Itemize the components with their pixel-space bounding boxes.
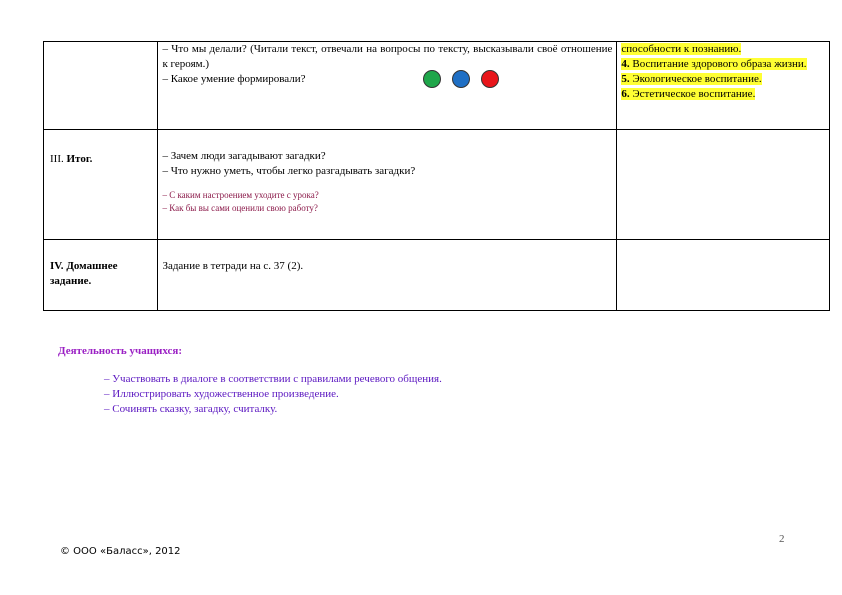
reflection-question: – С каким настроением уходите с урока? <box>162 190 319 200</box>
reflection-question: – Как бы вы сами оценили свою работу? <box>162 203 318 213</box>
question-text: – Зачем люди загадывают загадки? <box>162 150 326 162</box>
homework-text: Задание в тетради на с. 37 (2). <box>162 260 304 272</box>
aim-item: способности к познанию. <box>621 43 742 55</box>
red-dot-icon <box>481 70 499 88</box>
activity-list <box>104 372 442 417</box>
page-number: 2 <box>779 533 785 545</box>
question-text: – Что нужно уметь, чтобы легко разгадывать загадки? <box>162 165 416 177</box>
aims-cell <box>617 42 830 130</box>
stage-cell <box>44 42 158 130</box>
copyright-footer: © ООО «Баласс», 2012 <box>60 546 181 557</box>
aims-cell <box>617 130 830 240</box>
table-row <box>44 130 830 240</box>
aim-item: 4. Воспитание здорового образа жизни. <box>621 58 807 70</box>
question-text: – Что мы делали? (Читали текст, отвечали на вопросы по тексту, высказывали своё отношение к героям.) <box>162 43 613 70</box>
stage-cell <box>44 240 158 311</box>
table-row <box>44 240 830 311</box>
stage-label: IV. Домашнее задание. <box>50 260 118 287</box>
stage-label: III. Итог. <box>50 153 93 165</box>
aim-item: 6. Эстетическое воспитание. <box>621 88 756 100</box>
content-cell <box>158 240 617 311</box>
question-text: – Какое умение формировали? <box>162 73 306 85</box>
activity-title: Деятельность учащихся: <box>58 345 183 357</box>
content-cell <box>158 130 617 240</box>
activity-item: – Иллюстрировать художественное произведение. <box>104 388 339 400</box>
stage-cell <box>44 130 158 240</box>
activity-item: – Сочинять сказку, загадку, считалку. <box>104 403 278 415</box>
content-cell <box>158 42 617 130</box>
aims-cell <box>617 240 830 311</box>
aim-item: 5. Экологическое воспитание. <box>621 73 762 85</box>
green-dot-icon <box>423 70 441 88</box>
blue-dot-icon <box>452 70 470 88</box>
activity-item: – Участвовать в диалоге в соответствии с правилами речевого общения. <box>104 373 442 385</box>
